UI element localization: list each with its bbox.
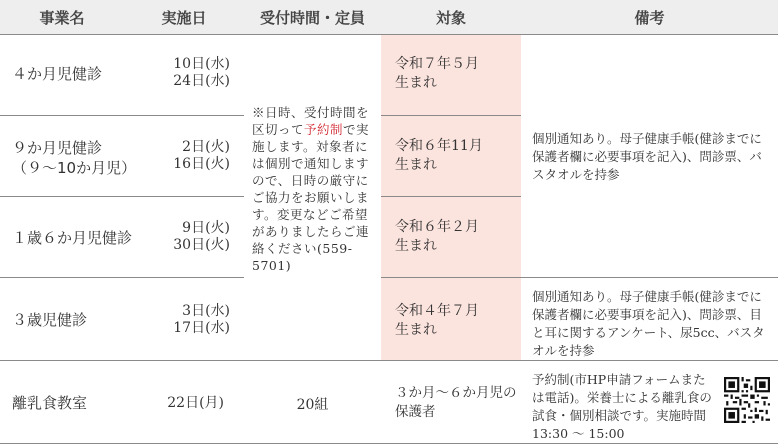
- header-target: 対象: [381, 0, 521, 35]
- notes-checkups: 個別通知あり。母子健康手帳(健診までに保護者欄に必要事項を記入)、問診票、バスタオルを持参: [532, 131, 762, 182]
- reception-capacity: 20組: [296, 397, 329, 413]
- header-notes: 備考: [521, 0, 778, 35]
- target-group: 令和６年11月 生まれ: [395, 138, 483, 173]
- row-divider: [381, 115, 521, 116]
- header-reception: 受付時間・定員: [244, 0, 381, 35]
- target-group: 令和４年７月 生まれ: [395, 303, 479, 338]
- row-divider: [0, 277, 244, 278]
- header-date: 実施日: [124, 0, 244, 35]
- row-divider: [381, 277, 778, 278]
- header-program: 事業名: [0, 0, 124, 35]
- program-name: １歳６か月児健診: [12, 229, 133, 247]
- program-dates: 2日(火) 16日(火): [173, 139, 230, 172]
- program-dates: 10日(水) 24日(水): [173, 56, 230, 89]
- notes-3yr-checkup: 個別通知あり。母子健康手帳(健診までに保護者欄に必要事項を記入)、問診票、目と耳に関するアンケート、尿5cc、バスタオルを持参: [532, 289, 765, 358]
- reception-note-text: で実施します。対象者には個別で通知しますので、日時の厳守にご協力をお願いします。変更などご希望がありましたらご連絡ください(559-5701): [252, 122, 370, 273]
- reception-note: [252, 104, 374, 274]
- notes-weaning-class: 予約制(市HP申請フォームまたは電話)。栄養士による離乳食の試食・個別相談です。実施時間 13:30 ～ 15:00: [532, 372, 712, 441]
- program-dates: 22日(月): [167, 395, 224, 411]
- qr-code-icon[interactable]: [724, 377, 770, 423]
- program-name: ３歳児健診: [12, 311, 88, 329]
- row-divider: [0, 115, 244, 116]
- program-name: ４か月児健診: [12, 65, 103, 83]
- reception-note-text: ※日時、受付時間を区切って: [252, 105, 370, 137]
- reservation-highlight: 予約制: [304, 122, 344, 137]
- target-group: 令和６年２月 生まれ: [395, 219, 479, 254]
- row-divider: [0, 360, 778, 361]
- program-dates: 9日(火) 30日(火): [173, 220, 230, 253]
- program-dates: 3日(水) 17日(水): [173, 303, 230, 336]
- target-group: 令和７年５月 生まれ: [395, 56, 479, 91]
- program-name: ９か月児健診 （９～10か月児）: [12, 139, 137, 177]
- target-group: ３か月～６か月児の 保護者: [395, 385, 517, 420]
- program-name: 離乳食教室: [12, 394, 88, 412]
- row-divider: [0, 196, 244, 197]
- row-divider: [381, 196, 521, 197]
